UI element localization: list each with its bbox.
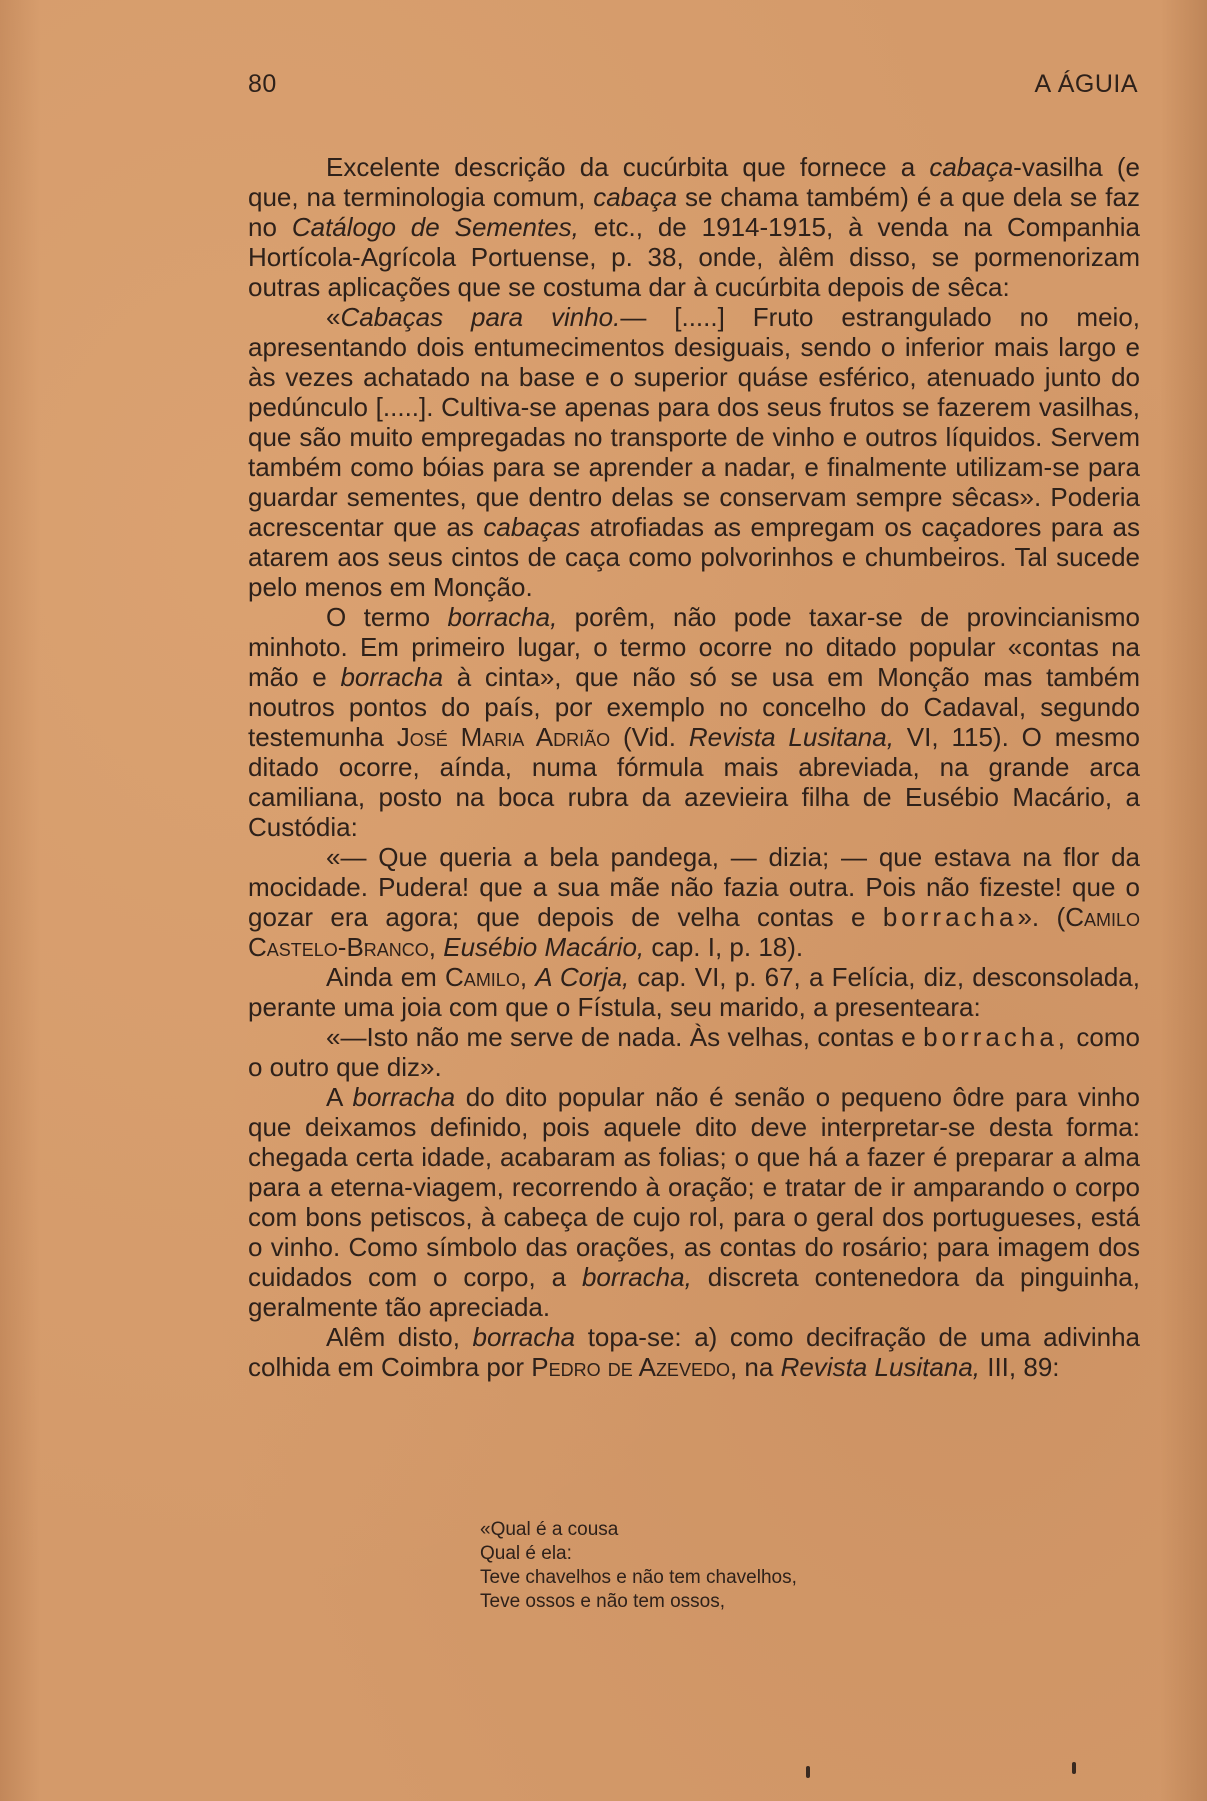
italic-title: A Corja, [535, 962, 630, 992]
text-run: do dito popular não é senão o pequeno ôdre para vinho que deixamos definido, pois aquele dito deve interpretar-se desta forma: chegada certa idade, acabaram as folias; o que há a fazer é preparar a alma para a eterna-viagem, recorrendo à oração; e tratar de ir amparando o corpo com bons petiscos, à cabeça de cujo rol, para o geral dos portugueses, está o vinho. Como símbolo das orações, as contas do rosário; para imagem dos cuidados com o corpo, a [248, 1082, 1140, 1292]
text-run: etc., de 1914-1915, à venda na Companhia Hortícola-Agrícola Portuense, p. 38, onde, àlêm disso, se pormenorizam outras aplicações que se costuma dar à cucúrbita depois de sêca: [248, 212, 1140, 302]
italic-term: borracha [472, 1322, 576, 1352]
text-run: porêm, não pode taxar-se de provincianismo minhoto. Em primeiro lugar, o termo ocorre no ditado popular «contas na mão e [248, 602, 1140, 692]
verse-line: Teve ossos e não tem ossos, [480, 1591, 726, 1612]
text-run: discreta contenedora da pinguinha, geralmente tão apreciada. [248, 1262, 1140, 1322]
paragraph-7 [248, 1082, 1140, 1322]
running-header [248, 70, 1138, 110]
text-run: « [326, 302, 341, 332]
spaced-term: borracha [882, 902, 1018, 932]
text-run: «— Que queria a bela pandega, — dizia; — que estava na flor da mocidade. Pudera! que a sua mãe não fazia outra. Pois não fizeste! que o gozar era agora; que depois de velha contas e [248, 842, 1140, 932]
italic-title: Eusébio Macário, [443, 932, 645, 962]
italic-term: cabaça [593, 182, 678, 212]
text-run: ». ( [1017, 902, 1066, 932]
italic-term: borracha [340, 662, 444, 692]
text-run: cap. VI, p. 67, a Felícia, diz, desconsolada, perante uma joia com que o Fístula, seu marido, a presenteara: [248, 962, 1140, 1022]
body-text [248, 152, 1140, 1382]
text-run: à cinta», que não só se usa em Monção mas também noutros pontos do país, por exemplo no concelho do Cadaval, segundo testemunha [248, 662, 1140, 752]
riddle-verse [480, 1518, 797, 1614]
author-name: José Maria Adrião [396, 722, 611, 752]
text-run: VI, 115). O mesmo ditado ocorre, aínda, numa fórmula mais abreviada, na grande arca camiliana, posto na boca rubra da azevieira filha de Eusébio Macário, a Custódia: [248, 722, 1140, 842]
text-run: como o outro que diz». [248, 1022, 1140, 1082]
italic-term: Cabaças para vinho. [340, 302, 621, 332]
text-run: se chama também) é a que dela se faz no [248, 182, 1140, 242]
text-run: A [326, 1082, 353, 1112]
italic-term: borracha, [581, 1262, 692, 1292]
author-name: Camilo Castelo-Branco, [248, 902, 1140, 962]
paragraph-5 [248, 962, 1140, 1022]
italic-term: cabaça [929, 152, 1014, 182]
text-run: topa-se: a) como decifração de uma adivinha colhida em Coimbra por [248, 1322, 1141, 1382]
printer-mark [806, 1766, 810, 1778]
text-run: Ainda em [326, 962, 446, 992]
paragraph-8 [248, 1322, 1140, 1382]
verse-line: Teve chavelhos e não tem chavelhos, [480, 1567, 797, 1588]
text-run: cap. I, p. 18). [644, 932, 804, 962]
spaced-term: borracha, [923, 1022, 1070, 1052]
italic-term: borracha [352, 1082, 456, 1112]
journal-title: A ÁGUIA [1034, 70, 1138, 98]
text-run: O termo [326, 602, 448, 632]
text-run: — [.....] Fruto estrangulado no meio, apresentando dois entumecimentos desiguais, sendo o inferior mais largo e às vezes achatado na base e o superior quáse esférico, atenuado junto do pedúnculo [.....]. Cultiva-se apenas para dos seus frutos se fazerem vasilhas, que são muito empregadas no transporte de vinho e outros líquidos. Servem também como bóias para se aprender a nadar, e finalmente utilizam-se para guardar sementes, que dentro delas se conservam sempre sêcas». Poderia acrescentar que as [248, 302, 1141, 542]
text-run: Alêm disto, [326, 1322, 473, 1352]
paragraph-6 [248, 1022, 1140, 1082]
text-run: (Vid. [610, 722, 689, 752]
author-name: Pedro de Azevedo, [531, 1352, 738, 1382]
italic-term: borracha, [447, 602, 558, 632]
text-run: na [737, 1352, 781, 1382]
printer-mark [1072, 1762, 1076, 1774]
author-name: Camilo, [445, 962, 528, 992]
verse-line: Qual é ela: [480, 1543, 572, 1564]
verse-line: «Qual é a cousa [480, 1519, 619, 1540]
paragraph-1 [248, 152, 1140, 302]
text-run: -vasilha (e que, na terminologia comum, [248, 152, 1140, 212]
page-number: 80 [248, 70, 277, 98]
text-run: III, 89: [980, 1352, 1060, 1382]
italic-title: Catálogo de Sementes, [291, 212, 579, 242]
text-run: atrofiadas as empregam os caçadores para as atarem aos seus cintos de caça como polvorinhos e chumbeiros. Tal sucede pelo menos em Monção. [248, 512, 1140, 602]
paragraph-2 [248, 302, 1140, 602]
text-run: «—Isto não me serve de nada. Às velhas, contas e [326, 1022, 924, 1052]
italic-term: cabaças [483, 512, 581, 542]
italic-title: Revista Lusitana, [780, 1352, 981, 1382]
italic-title: Revista Lusitana, [688, 722, 894, 752]
paragraph-4 [248, 842, 1140, 962]
paragraph-3 [248, 602, 1140, 842]
text-run: Excelente descrição da cucúrbita que fornece a [326, 152, 930, 182]
